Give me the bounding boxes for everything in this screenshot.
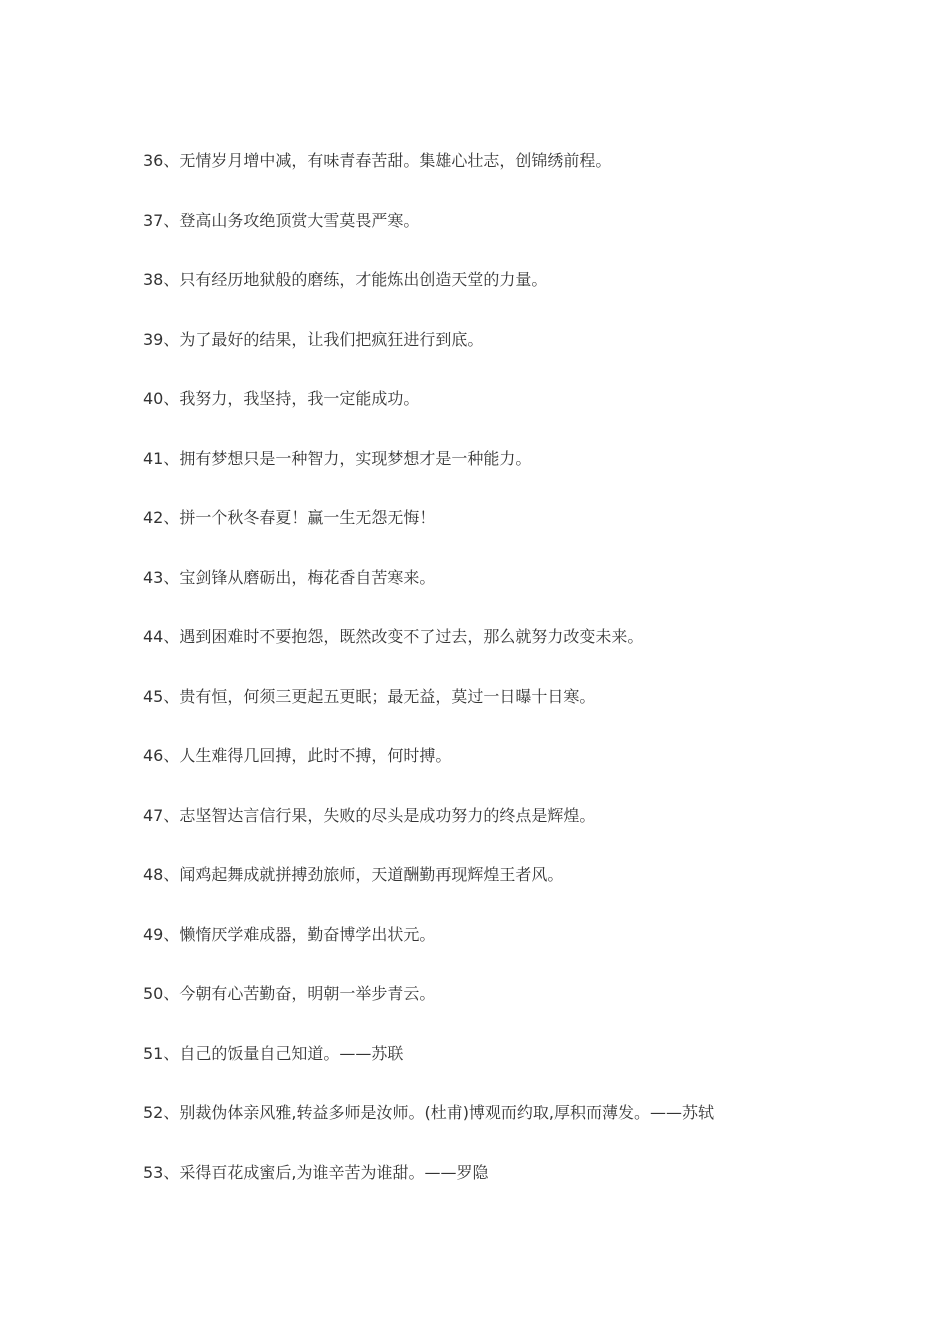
quote-39: 39、为了最好的结果，让我们把疯狂进行到底。	[143, 329, 484, 349]
quote-46: 46、人生难得几回搏，此时不搏，何时搏。	[143, 746, 452, 765]
quote-48: 48、闻鸡起舞成就拼搏劲旅师，天道酬勤再现辉煌王者风。	[143, 865, 564, 884]
quote-51: 51、自己的饭量自己知道。——苏联	[143, 1043, 404, 1063]
quote-52: 52、别裁伪体亲风雅,转益多师是汝师。(杜甫)博观而约取,厚积而薄发。——苏轼	[143, 1103, 715, 1122]
quote-44: 44、遇到困难时不要抱怨，既然改变不了过去，那么就努力改变未来。	[143, 627, 644, 646]
quote-list	[143, 148, 923, 1219]
quote-37: 37、登高山务攻绝顶赏大雪莫畏严寒。	[143, 210, 420, 230]
quote-42: 42、拼一个秋冬春夏！赢一生无怨无悔！	[143, 508, 436, 527]
quote-36: 36、无情岁月增中减，有味青春苦甜。集雄心壮志，创锦绣前程。	[143, 151, 612, 170]
quote-40: 40、我努力，我坚持，我一定能成功。	[143, 389, 420, 408]
quote-38: 38、只有经历地狱般的磨练，才能炼出创造天堂的力量。	[143, 270, 548, 289]
quote-53: 53、采得百花成蜜后,为谁辛苦为谁甜。——罗隐	[143, 1162, 489, 1182]
quote-50: 50、今朝有心苦勤奋，明朝一举步青云。	[143, 984, 436, 1003]
quote-45: 45、贵有恒，何须三更起五更眠；最无益，莫过一日曝十日寒。	[143, 686, 596, 706]
quote-49: 49、懒惰厌学难成器，勤奋博学出状元。	[143, 924, 436, 944]
quote-41: 41、拥有梦想只是一种智力，实现梦想才是一种能力。	[143, 448, 532, 468]
quote-43: 43、宝剑锋从磨砺出，梅花香自苦寒来。	[143, 567, 436, 587]
quote-47: 47、志坚智达言信行果，失败的尽头是成功努力的终点是辉煌。	[143, 805, 596, 825]
